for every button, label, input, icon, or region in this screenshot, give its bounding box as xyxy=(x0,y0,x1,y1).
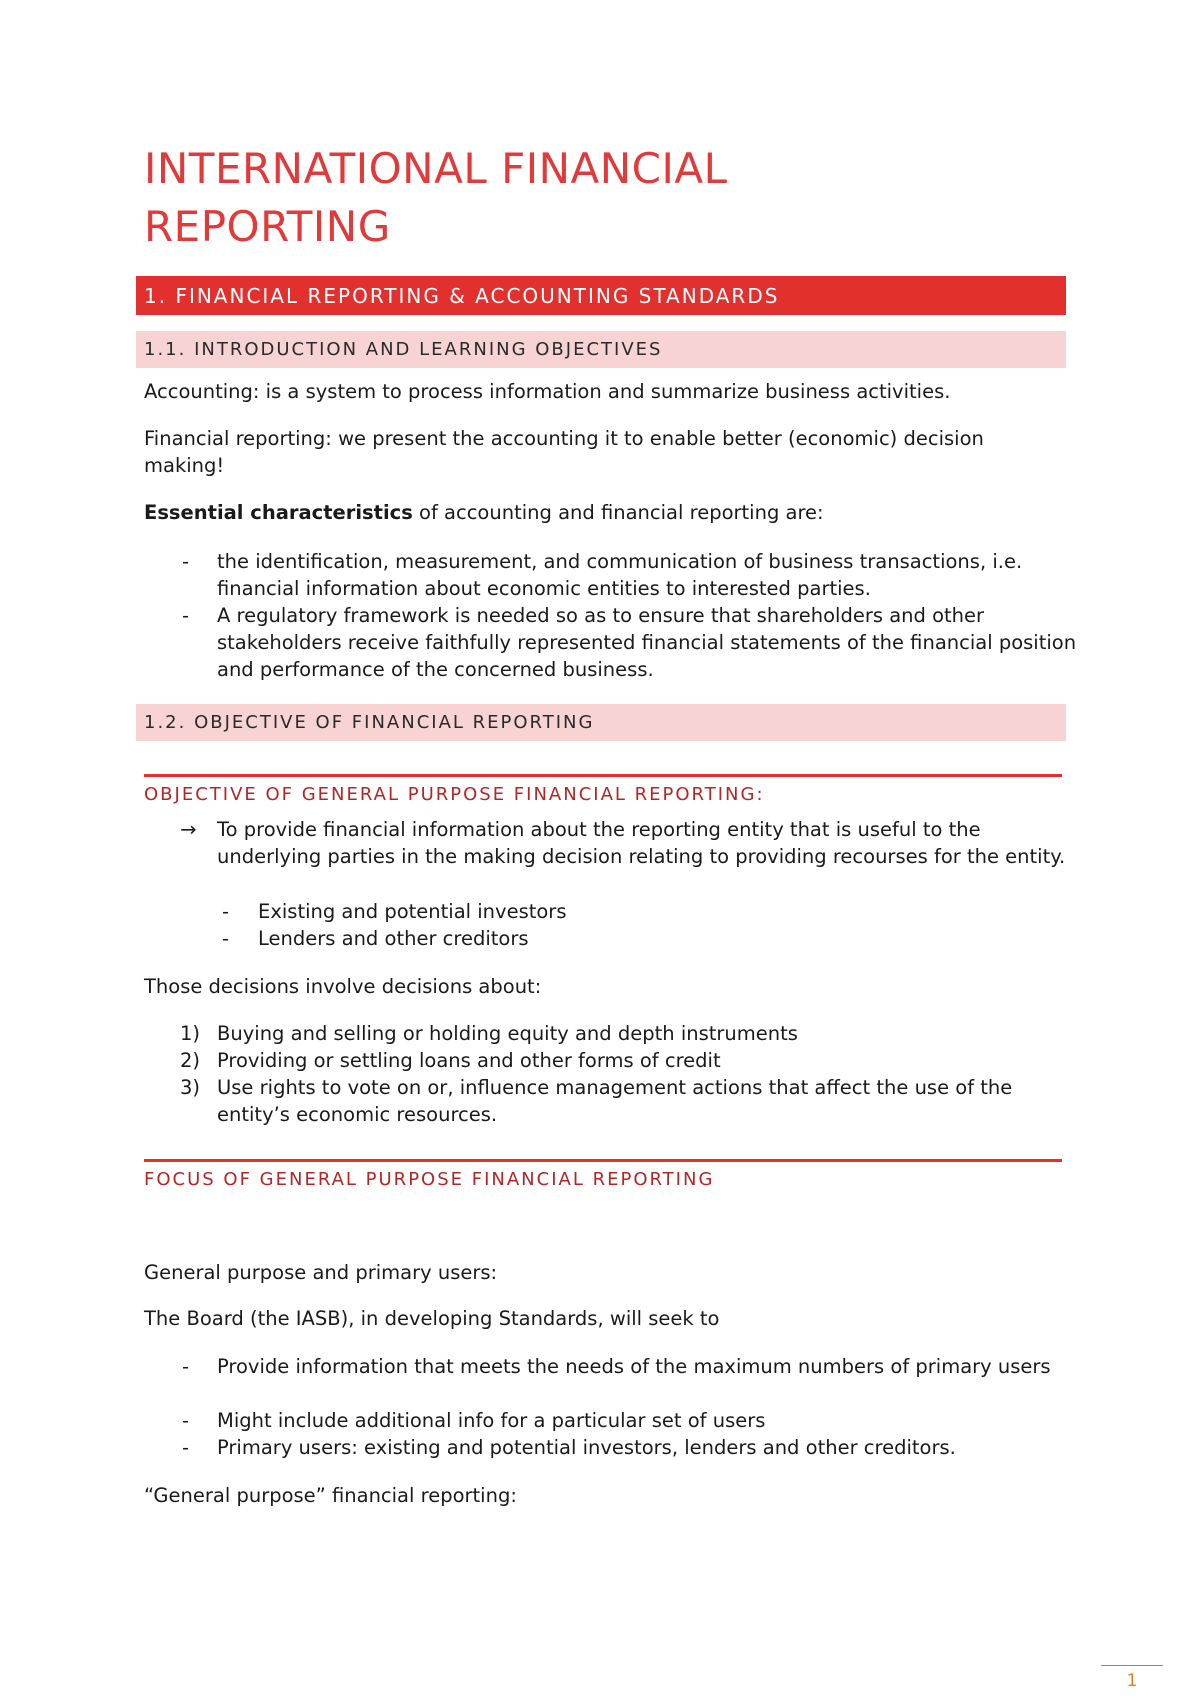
paragraph-decisions: Those decisions involve decisions about: xyxy=(144,975,542,998)
list-number: 2) xyxy=(180,1049,201,1072)
page-number-rule xyxy=(1101,1665,1163,1666)
list-number: 1) xyxy=(180,1022,201,1045)
list-item: the identification, measurement, and communication of business transactions, i.e. financial information about economic entities to interested parties. xyxy=(217,550,1023,600)
list-item: Buying and selling or holding equity and depth instruments xyxy=(217,1022,798,1045)
paragraph-rest: of accounting and financial reporting are: xyxy=(412,501,824,524)
paragraph-general-purpose-reporting: “General purpose” financial reporting: xyxy=(144,1484,517,1507)
section-1-heading: 1. FINANCIAL REPORTING & ACCOUNTING STANDARDS xyxy=(136,276,1066,315)
list-item: Lenders and other creditors xyxy=(258,927,529,950)
dash-bullet-icon: - xyxy=(182,1409,190,1432)
subheading-focus: FOCUS OF GENERAL PURPOSE FINANCIAL REPORTING xyxy=(144,1159,1062,1190)
paragraph-accounting: Accounting: is a system to process information and summarize business activities. xyxy=(144,380,951,403)
list-number: 3) xyxy=(180,1076,201,1099)
paragraph-general-purpose: General purpose and primary users: xyxy=(144,1261,498,1284)
list-item: To provide financial information about the reporting entity that is useful to the underlying parties in the making decision relating to providing recourses for the entity. xyxy=(217,818,1066,868)
dash-bullet-icon: - xyxy=(182,604,190,627)
dash-bullet-icon: - xyxy=(182,550,190,573)
dash-bullet-icon: - xyxy=(222,900,230,923)
list-item: Might include additional info for a particular set of users xyxy=(217,1409,766,1432)
paragraph-board: The Board (the IASB), in developing Standards, will seek to xyxy=(144,1307,720,1330)
section-1-2-heading: 1.2. OBJECTIVE OF FINANCIAL REPORTING xyxy=(136,704,1066,741)
dash-bullet-icon: - xyxy=(222,927,230,950)
list-item: Existing and potential investors xyxy=(258,900,567,923)
paragraph-financial-reporting: Financial reporting: we present the accounting it to enable better (economic) decision making! xyxy=(144,427,984,477)
bold-term: Essential characteristics xyxy=(144,501,413,524)
dash-bullet-icon: - xyxy=(182,1436,190,1459)
paragraph-essential-characteristics xyxy=(144,499,1064,526)
list-item: Provide information that meets the needs of the maximum numbers of primary users xyxy=(217,1355,1051,1378)
subheading-objective: OBJECTIVE OF GENERAL PURPOSE FINANCIAL REPORTING: xyxy=(144,774,1062,805)
list-item: A regulatory framework is needed so as to ensure that shareholders and other stakeholders receive faithfully represented financial statements of the financial position and performance of the concerned business. xyxy=(217,604,1077,681)
list-item: Providing or settling loans and other forms of credit xyxy=(217,1049,721,1072)
page-number: 1 xyxy=(1126,1671,1138,1691)
arrow-right-icon: → xyxy=(180,818,197,841)
document-title: INTERNATIONAL FINANCIAL REPORTING xyxy=(144,144,728,251)
dash-bullet-icon: - xyxy=(182,1355,190,1378)
list-item: Use rights to vote on or, influence management actions that affect the use of the entity’s economic resources. xyxy=(217,1076,1013,1126)
list-item: Primary users: existing and potential investors, lenders and other creditors. xyxy=(217,1436,956,1459)
section-1-1-heading: 1.1. INTRODUCTION AND LEARNING OBJECTIVES xyxy=(136,331,1066,368)
